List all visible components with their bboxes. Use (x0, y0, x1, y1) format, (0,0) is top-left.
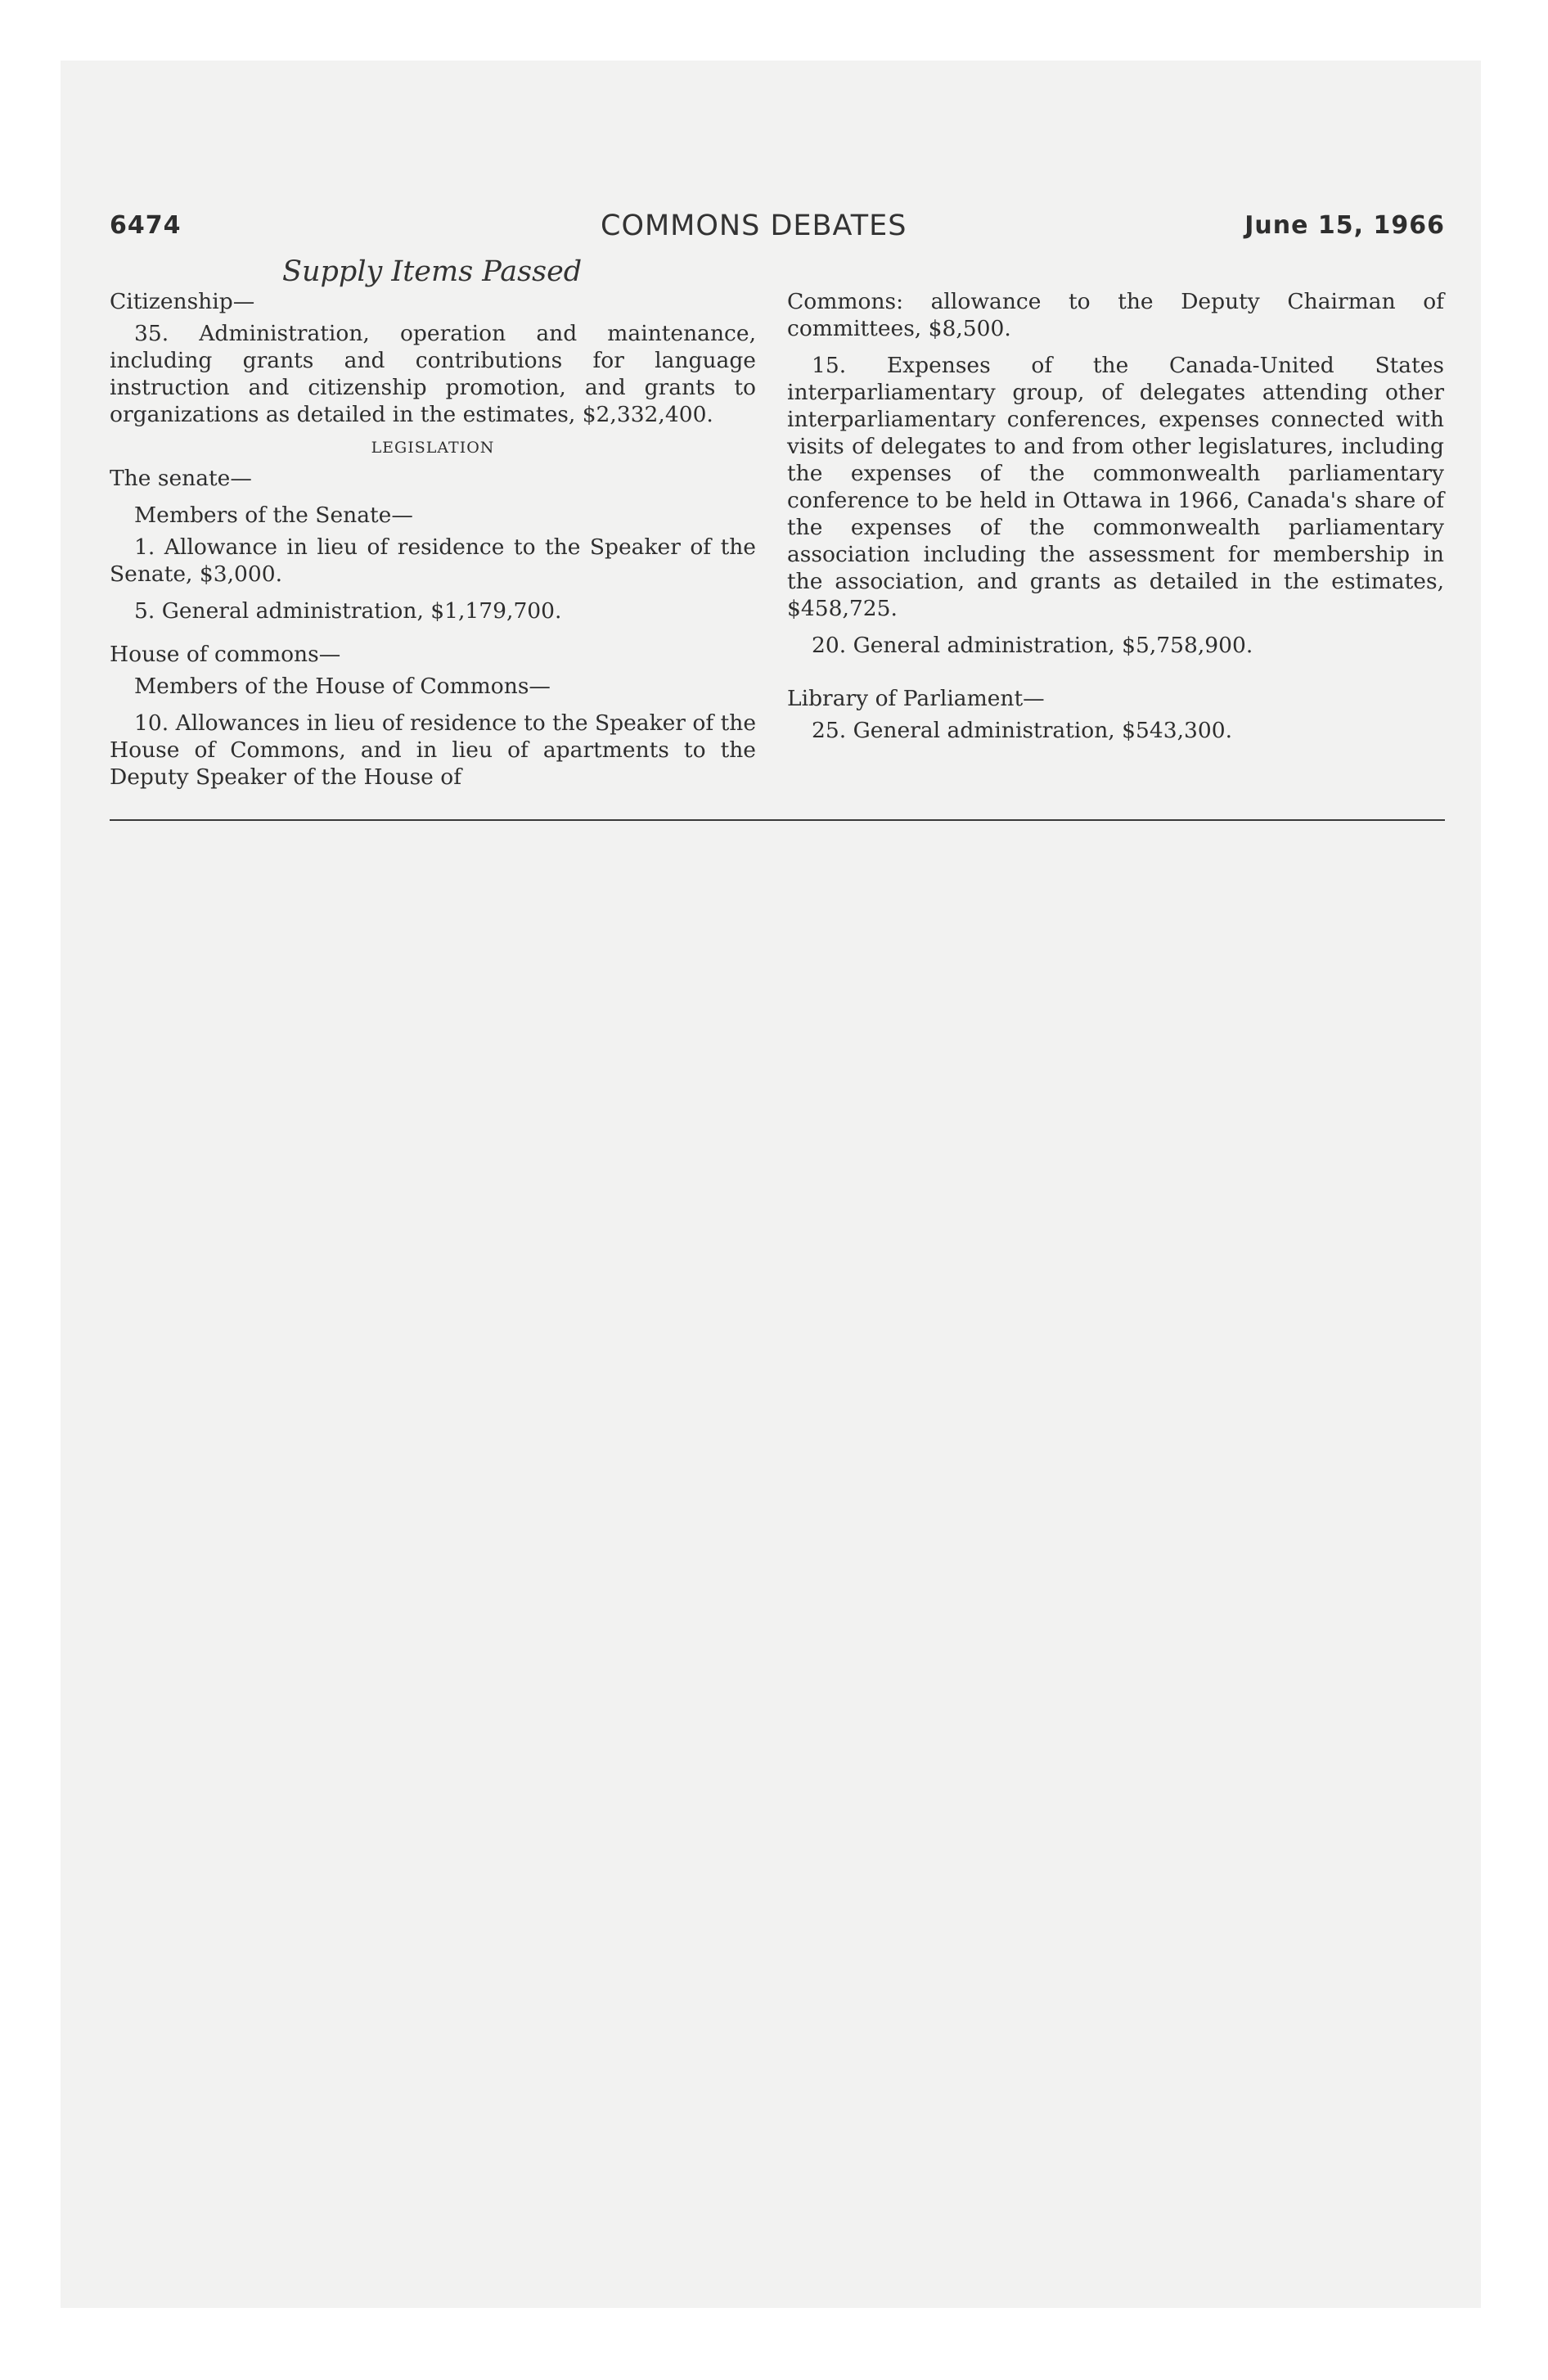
right-column (787, 288, 1444, 744)
item-1: 1. Allowance in lieu of residence to the Speaker of the Senate, $3,000. (110, 534, 756, 587)
library-heading: Library of Parliament— (787, 686, 1045, 711)
item-10: 10. Allowances in lieu of residence to the Speaker of the House of Commons, and in lieu of apartments to the Deputy Speaker of the House of (110, 710, 756, 790)
item-15: 15. Expenses of the Canada-United States interparliamentary group, of delegates attending other interparliamentary conferences, expenses connected with visits of delegates to and from other legislatures, including the expenses of the commonwealth parliamentary conference to be held in Ottawa in 1966, Canada's share of the expenses of the commonwealth parliamentary association including the assessment for membership in the association, and grants as detailed in the estimates, $458,725. (787, 353, 1444, 621)
section-title: Supply Items Passed (282, 255, 583, 288)
item-10-continued: Commons: allowance to the Deputy Chairman of committees, $8,500. (787, 289, 1444, 341)
commons-members-heading: Members of the House of Commons— (134, 674, 551, 699)
senate-members-heading: Members of the Senate— (134, 503, 413, 528)
page-number: 6474 (110, 211, 182, 240)
item-5: 5. General administration, $1,179,700. (134, 598, 562, 624)
citizenship-heading: Citizenship— (110, 289, 255, 314)
senate-heading: The senate— (110, 466, 252, 491)
commons-heading: House of commons— (110, 642, 341, 667)
legislation-heading: LEGISLATION (371, 439, 495, 457)
item-20: 20. General administration, $5,758,900. (812, 633, 1253, 658)
journal-date: June 15, 1966 (1244, 211, 1445, 240)
page-header (110, 211, 1445, 252)
journal-title: COMMONS DEBATES (601, 210, 907, 242)
left-column (110, 288, 756, 791)
item-25: 25. General administration, $543,300. (812, 718, 1233, 743)
item-35: 35. Administration, operation and maintenance, including grants and contributions for language instruction and citizenship promotion, and grants to organizations as detailed in the estimates, $2,332,400. (110, 321, 756, 427)
bottom-rule (110, 819, 1445, 821)
